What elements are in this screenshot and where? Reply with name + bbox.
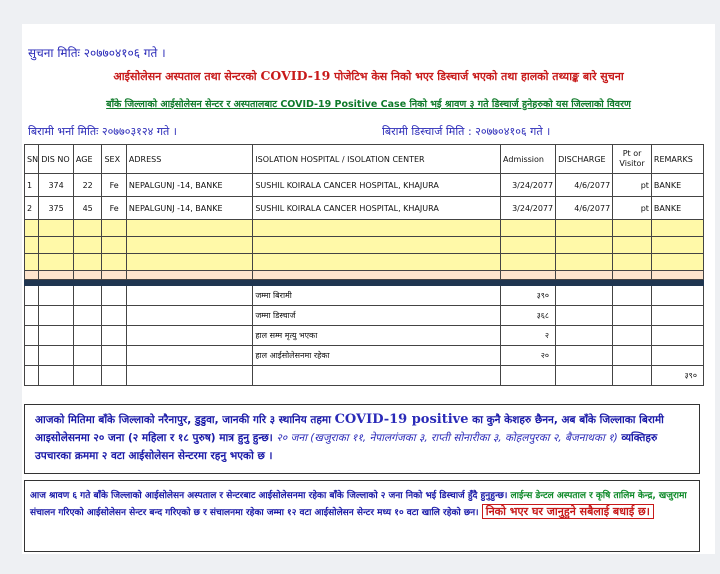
cell-sex: Fe [102, 174, 126, 197]
summary-value: २० [501, 346, 556, 366]
cell-admission: 3/24/2077 [501, 174, 556, 197]
cell-sn: 1 [25, 174, 39, 197]
cell-dis-no: 375 [39, 197, 74, 220]
cell-remarks: BANKE [651, 197, 703, 220]
cell-age: 45 [73, 197, 102, 220]
table-row [25, 197, 704, 220]
summary-label: हाल सम्म मृत्यु भएका [253, 326, 501, 346]
discharge-table [24, 144, 704, 386]
empty-row [25, 237, 704, 254]
col-remarks: REMARKS [651, 145, 703, 174]
table-header-row [25, 145, 704, 174]
cell-sex: Fe [102, 197, 126, 220]
headline-pre: आईसोलेसन अस्पताल तथा सेन्टरको [113, 70, 261, 83]
cell-address: NEPALGUNJ -14, BANKE [126, 197, 252, 220]
col-sex: SEX [102, 145, 126, 174]
col-admission: Admission [501, 145, 556, 174]
summary-row [25, 326, 704, 346]
footer-part-1: आज श्रावण ६ गते बाँके जिल्लाको आईसोलेसन अस्पताल र सेन्टरबाट आईसोलेसनमा रहेका बाँके जिल्लाको २ जना निको भई डिस्चार्ज हुँदै हुनुहुन्छ। [30, 491, 511, 501]
empty-row [25, 271, 704, 280]
cell-discharge: 4/6/2077 [556, 197, 613, 220]
col-dis-no: DIS NO [39, 145, 74, 174]
summary-label: हाल आईसोलेसनमा रहेका [253, 346, 501, 366]
cell-discharge: 4/6/2077 [556, 174, 613, 197]
headline-post: पोजेटिभ केस निको भएर डिस्चार्ज भएको तथा हालको तथ्याङ्क बारे सुचना [330, 70, 624, 83]
notice-sheet [22, 24, 715, 554]
summary-value: ३६८ [501, 306, 556, 326]
congrats-note: निको भएर घर जानुहुने सबैलाई बधाई छ। [482, 504, 654, 519]
info-italic: २० जना (खजुराका ११, नेपालगंजका ३, राप्ती सोनारीका ३, कोहलपुरका २, बैजनाथका १) [276, 432, 618, 444]
summary-row [25, 286, 704, 306]
summary-total: ३९० [651, 366, 703, 386]
notice-date: सुचना मितिः २०७७०४१०६ गते । [28, 46, 166, 60]
summary-value: २ [501, 326, 556, 346]
footer-paragraph [24, 484, 700, 525]
cell-dis-no: 374 [39, 174, 74, 197]
headline [22, 68, 715, 84]
col-address: ADRESS [126, 145, 252, 174]
summary-row [25, 346, 704, 366]
cell-hospital: SUSHIL KOIRALA CANCER HOSPITAL, KHAJURA [253, 197, 501, 220]
table-row [25, 174, 704, 197]
cell-hospital: SUSHIL KOIRALA CANCER HOSPITAL, KHAJURA [253, 174, 501, 197]
footer-green: लाईन्स डेन्टल अस्पताल र कृषि तालिम केन्द्र, खजुरामा [510, 491, 687, 501]
cell-pt: pt [613, 197, 652, 220]
cell-pt: pt [613, 174, 652, 197]
col-sn: SN [25, 145, 39, 174]
summary-total-row [25, 366, 704, 386]
empty-row [25, 254, 704, 271]
info-covid: COVID-19 positive [334, 412, 469, 427]
cell-sn: 2 [25, 197, 39, 220]
info-part-2: का कुनै केशहरु छैनन, अब बाँके जिल्लाका बिरामी आइसोलेसनमा २० जना (२ महिला र १८ पुरुष) मात्र हुनु हुन्छ। [35, 414, 664, 444]
cell-address: NEPALGUNJ -14, BANKE [126, 174, 252, 197]
col-discharge: DISCHARGE [556, 145, 613, 174]
summary-value: ३९० [501, 286, 556, 306]
footer-part-2: संचालन गरिएको आईसोलेसन सेन्टर बन्द गरिएको छ र संचालनमा रहेका जम्मा १२ वटा आईसोलेसन सेन्टर मध्य १० वटा खालि रहेको छन। [30, 508, 482, 518]
summary-row [25, 306, 704, 326]
discharge-date: बिरामी डिस्चार्ज मिति : २०७७०४१०६ गते । [382, 125, 551, 138]
info-part-3: व्यक्तिहरु उपचारका क्रममा २ वटा आईसोलेसन सेन्टरमा रहनु भएको छ । [35, 432, 658, 462]
empty-row [25, 220, 704, 237]
admission-date: बिरामी भर्ना मितिः २०७७०३१२४ गते । [28, 125, 177, 138]
headline-covid: COVID-19 [260, 68, 331, 83]
subhead: बाँके जिल्लाको आईसोलेसन सेन्टर र अस्पतालबाट COVID-19 Positive Case निको भई श्रावण ३ गते डिस्चार्ज हुनेहरुको यस जिल्लाको विवरण [106, 99, 631, 110]
col-pt-visitor: Pt or Visitor [613, 145, 652, 174]
col-age: AGE [73, 145, 102, 174]
cell-remarks: BANKE [651, 174, 703, 197]
info-paragraph [24, 404, 700, 474]
col-hospital: ISOLATION HOSPITAL / ISOLATION CENTER [253, 145, 501, 174]
summary-label: जम्मा बिरामी [253, 286, 501, 306]
info-part-1: आजको मितिमा बाँके जिल्लाको नरैनापुर, डुडुवा, जानकी गरि ३ स्थानिय तहमा [35, 414, 335, 426]
cell-age: 22 [73, 174, 102, 197]
cell-admission: 3/24/2077 [501, 197, 556, 220]
summary-label: जम्मा डिस्चार्ज [253, 306, 501, 326]
